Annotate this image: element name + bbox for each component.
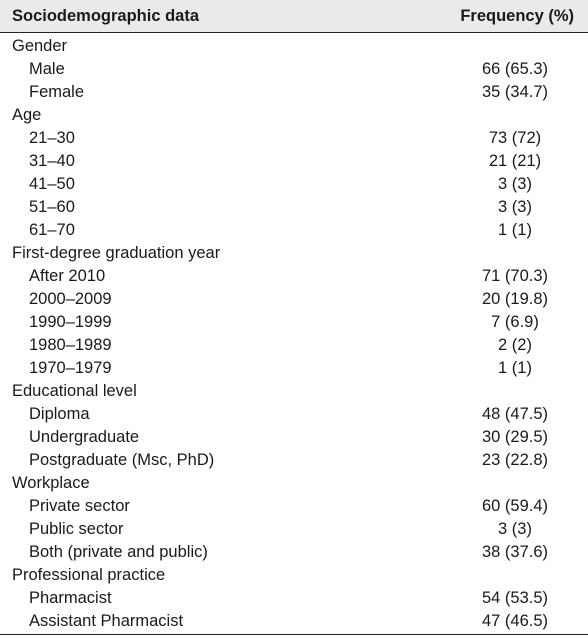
row-label: 1990–1999 (29, 313, 112, 331)
table-group-row (0, 564, 588, 587)
row-label: 51–60 (29, 198, 75, 216)
row-label: 1980–1989 (29, 336, 112, 354)
frequency-value: 38 (37.6) (481, 543, 549, 561)
table-group-row (0, 472, 588, 495)
row-label: 31–40 (29, 152, 75, 170)
row-label: Male (29, 60, 65, 78)
table-group-row (0, 380, 588, 403)
header-sociodemographic-data: Sociodemographic data (12, 6, 200, 25)
group-label: Educational level (12, 382, 137, 400)
group-label: Professional practice (12, 566, 166, 584)
table-group-row (0, 35, 588, 58)
frequency-value: 1 (1) (498, 359, 532, 377)
table-row (0, 265, 588, 288)
frequency-value: 3 (3) (498, 520, 532, 538)
frequency-value: 48 (47.5) (481, 405, 549, 423)
row-label: 21–30 (29, 129, 75, 147)
group-label: Workplace (12, 474, 90, 492)
frequency-value: 54 (53.5) (481, 589, 549, 607)
frequency-value: 21 (21) (488, 152, 542, 170)
frequency-value: 60 (59.4) (481, 497, 549, 515)
frequency-value: 35 (34.7) (481, 83, 549, 101)
row-label: After 2010 (29, 267, 106, 285)
frequency-value: 73 (72) (488, 129, 542, 147)
frequency-value: 30 (29.5) (481, 428, 549, 446)
table-row (0, 610, 588, 633)
header-frequency: Frequency (%) (460, 6, 574, 25)
row-label: 61–70 (29, 221, 75, 239)
table-row (0, 357, 588, 380)
table-row (0, 426, 588, 449)
frequency-value: 71 (70.3) (481, 267, 549, 285)
table-row (0, 311, 588, 334)
frequency-value: 3 (3) (498, 198, 532, 216)
row-label: 2000–2009 (29, 290, 112, 308)
frequency-value: 1 (1) (498, 221, 532, 239)
table-body (0, 33, 588, 633)
table-row (0, 150, 588, 173)
bottom-rule (0, 634, 588, 635)
table-row (0, 403, 588, 426)
row-label: Private sector (29, 497, 130, 515)
table-row (0, 449, 588, 472)
frequency-value: 66 (65.3) (481, 60, 549, 78)
table-group-row (0, 104, 588, 127)
table-header (0, 0, 588, 33)
row-label: Female (29, 83, 85, 101)
row-label: Both (private and public) (29, 543, 208, 561)
group-label: Gender (12, 37, 68, 55)
frequency-value: 20 (19.8) (481, 290, 549, 308)
row-label: Pharmacist (29, 589, 112, 607)
table-row (0, 334, 588, 357)
row-label: Diploma (29, 405, 90, 423)
group-label: Age (12, 106, 42, 124)
table-row (0, 541, 588, 564)
row-label: Assistant Pharmacist (29, 612, 184, 630)
frequency-value: 3 (3) (498, 175, 532, 193)
group-label: First-degree graduation year (12, 244, 221, 262)
row-label: 41–50 (29, 175, 75, 193)
table-row (0, 518, 588, 541)
frequency-value: 47 (46.5) (481, 612, 549, 630)
table-row (0, 173, 588, 196)
table-row (0, 495, 588, 518)
table-row (0, 587, 588, 610)
table-row (0, 127, 588, 150)
frequency-value: 2 (2) (498, 336, 532, 354)
table-group-row (0, 242, 588, 265)
table-row (0, 288, 588, 311)
table-row (0, 81, 588, 104)
frequency-value: 23 (22.8) (481, 451, 549, 469)
table-row (0, 219, 588, 242)
table-row (0, 196, 588, 219)
row-label: Undergraduate (29, 428, 140, 446)
row-label: 1970–1979 (29, 359, 112, 377)
row-label: Postgraduate (Msc, PhD) (29, 451, 215, 469)
table-row (0, 58, 588, 81)
row-label: Public sector (29, 520, 124, 538)
frequency-value: 7 (6.9) (491, 313, 539, 331)
